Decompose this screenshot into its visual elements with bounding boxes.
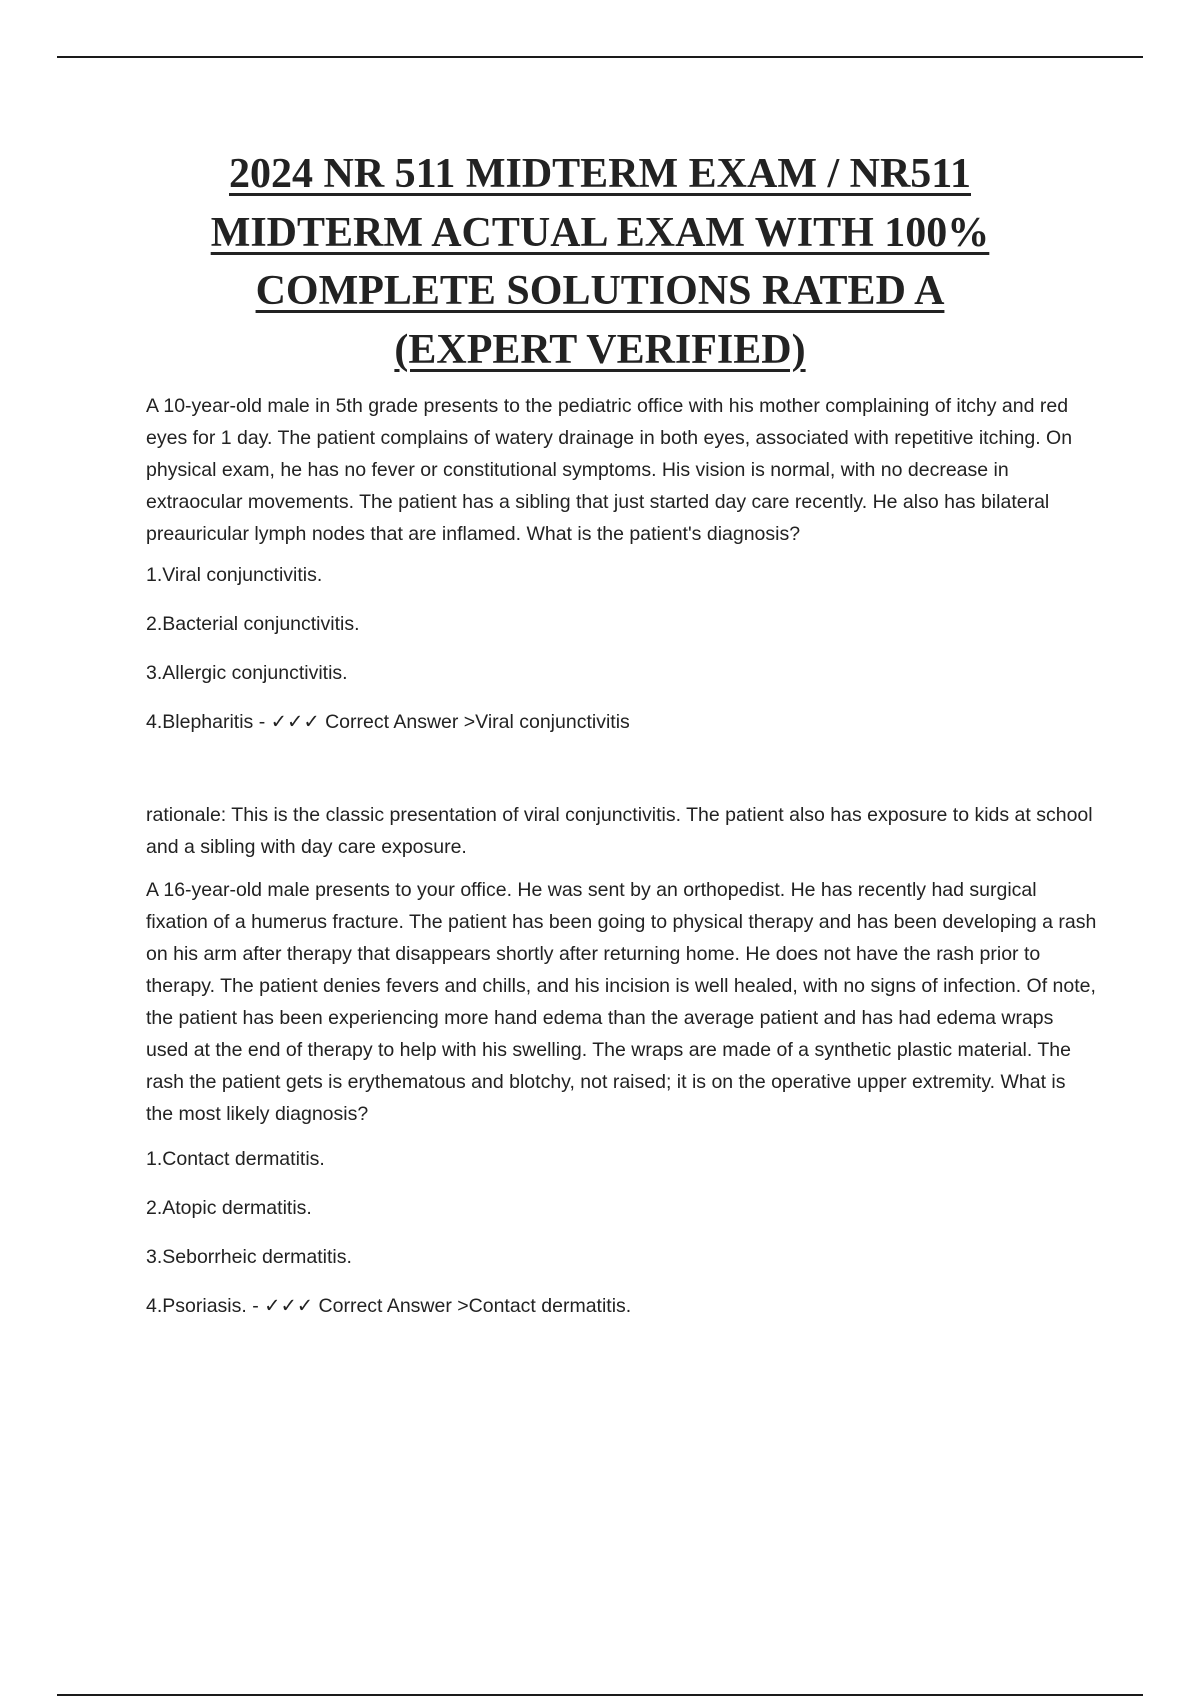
question-2-option-1: 1.Contact dermatitis. (146, 1148, 325, 1170)
question-1-option-3: 3.Allergic conjunctivitis. (146, 662, 348, 684)
top-rule (57, 56, 1143, 58)
title-line: COMPLETE SOLUTIONS RATED A (255, 268, 945, 314)
question-2-stem: A 16-year-old male presents to your office. He was sent by an orthopedist. He has recently had surgical fixation of a humerus fracture. The patient has been going to physical therapy and has been developing a rash on his arm after therapy that disappears shortly after returning home. He does not have the rash prior to therapy. The patient denies fevers and chills, and his incision is well healed, with no signs of infection. Of note, the patient has been experiencing more hand edema than the average patient and has had edema wraps used at the end of therapy to help with his swelling. The wraps are made of a synthetic plastic material. The rash the patient gets is erythematous and blotchy, not raised; it is on the operative upper extremity. What is the most likely diagnosis? (146, 879, 1097, 1125)
title-line: 2024 NR 511 MIDTERM EXAM / NR511 (229, 151, 971, 197)
document-body (146, 390, 1098, 1339)
question-1-option-4-answer: 4.Blepharitis - ✓✓✓ Correct Answer >Viral conjunctivitis (146, 711, 630, 733)
question-1-rationale: rationale: This is the classic presentation of viral conjunctivitis. The patient also has exposure to kids at school and a sibling with day care exposure. (146, 804, 1093, 858)
title-line: (EXPERT VERIFIED) (394, 326, 806, 373)
bottom-rule (57, 1694, 1143, 1696)
question-2-option-3: 3.Seborrheic dermatitis. (146, 1246, 352, 1268)
question-2-option-2: 2.Atopic dermatitis. (146, 1197, 312, 1219)
question-1-stem: A 10-year-old male in 5th grade presents to the pediatric office with his mother complaining of itchy and red eyes for 1 day. The patient complains of watery drainage in both eyes, associated with repetitive itching. On physical exam, he has no fever or constitutional symptoms. His vision is normal, with no decrease in extraocular movements. The patient has a sibling that just started day care recently. He also has bilateral preauricular lymph nodes that are inflamed. What is the patient's diagnosis? (146, 395, 1073, 545)
title-line: MIDTERM ACTUAL EXAM WITH 100% (210, 209, 990, 256)
question-1-option-2: 2.Bacterial conjunctivitis. (146, 613, 360, 635)
document-title (100, 145, 1100, 379)
question-2-option-4-answer: 4.Psoriasis. - ✓✓✓ Correct Answer >Contact dermatitis. (146, 1295, 632, 1317)
question-1-option-1: 1.Viral conjunctivitis. (146, 564, 323, 586)
